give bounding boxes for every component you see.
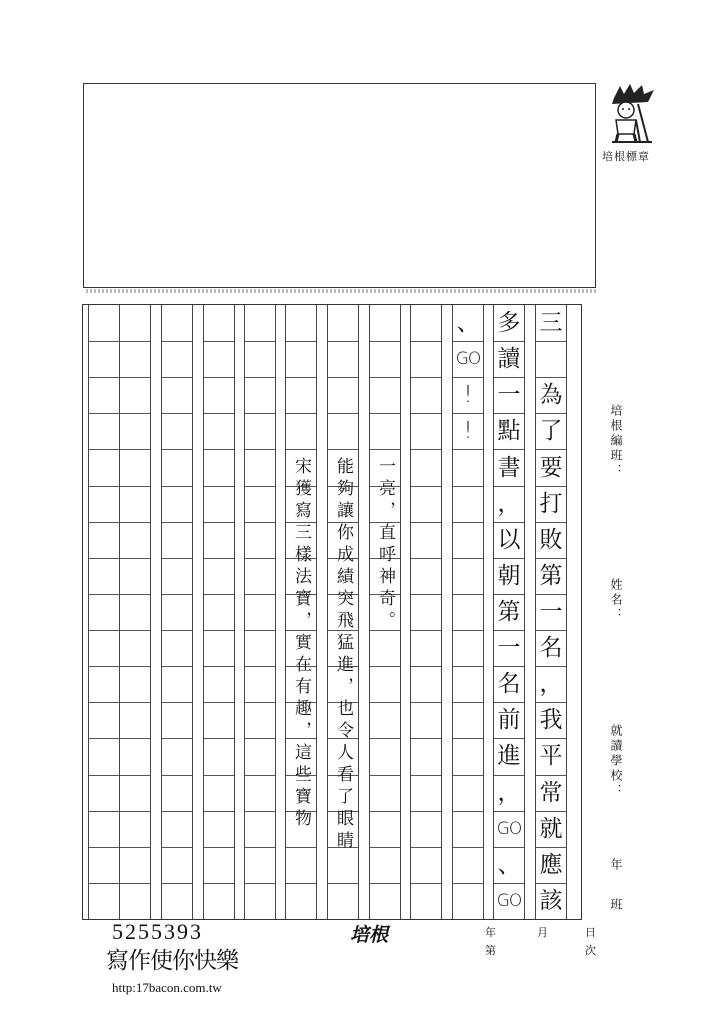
grid-cell xyxy=(120,558,150,594)
grid-cell xyxy=(89,666,119,702)
grid-cell: 名 xyxy=(536,630,566,666)
grid-cell xyxy=(453,702,483,738)
grid-cell xyxy=(204,594,234,630)
grid-cell xyxy=(245,413,275,449)
grid-cell xyxy=(411,738,441,774)
grid-cell xyxy=(204,305,234,341)
grid-cell xyxy=(162,630,192,666)
writing-grid xyxy=(82,304,582,920)
sheet-code: 5255393 xyxy=(112,919,203,944)
grid-cell xyxy=(120,738,150,774)
grid-cell xyxy=(204,341,234,377)
grid-cell xyxy=(162,558,192,594)
grid-cell xyxy=(204,522,234,558)
grid-cell xyxy=(411,522,441,558)
grid-cell xyxy=(204,775,234,811)
grid-cell xyxy=(162,775,192,811)
handwritten-line: 能夠讓你成績突飛猛進，也令人看了眼睛 xyxy=(333,457,353,853)
grid-cell xyxy=(120,341,150,377)
grid-cell xyxy=(245,558,275,594)
grid-cell xyxy=(204,738,234,774)
grid-column xyxy=(203,305,235,919)
grid-cell xyxy=(286,847,316,883)
website-url: http:17bacon.com.tw xyxy=(112,980,222,995)
grid-cell xyxy=(204,449,234,485)
grid-cell xyxy=(245,341,275,377)
grid-cell: 名 xyxy=(494,666,524,702)
grid-cell xyxy=(204,811,234,847)
grid-cell xyxy=(453,594,483,630)
grid-cell xyxy=(245,486,275,522)
grid-cell xyxy=(411,775,441,811)
grid-cell xyxy=(120,413,150,449)
stamp-label: 培根標章 xyxy=(602,150,650,163)
grid-cell: ， xyxy=(494,486,524,522)
grid-cell: 第 xyxy=(536,558,566,594)
ordinal-label: 第 xyxy=(485,944,496,957)
handwritten-line: 一亮，直呼神奇。 xyxy=(375,457,395,633)
grid-cell: 以 xyxy=(494,522,524,558)
grid-cell: 要 xyxy=(536,449,566,485)
grid-cell: 多 xyxy=(497,309,521,336)
grid-cell xyxy=(162,305,192,341)
grid-cell xyxy=(89,847,119,883)
grid-cell xyxy=(204,883,234,919)
times-label: 次 xyxy=(585,944,596,957)
grid-cell: 前 xyxy=(494,702,524,738)
grid-cell xyxy=(536,341,566,377)
grid-cell xyxy=(162,377,192,413)
handwritten-line: 宋獲寫三樣法寶，實在有趣，這些寶物 xyxy=(291,457,311,831)
grid-cell xyxy=(204,413,234,449)
grid-cell xyxy=(411,847,441,883)
grid-cell xyxy=(411,449,441,485)
grid-cell xyxy=(411,702,441,738)
grid-cell xyxy=(120,594,150,630)
grid-cell: 書 xyxy=(494,449,524,485)
grid-cell xyxy=(162,449,192,485)
grid-cell xyxy=(328,341,358,377)
grid-cell: 點 xyxy=(494,413,524,449)
grid-cell xyxy=(453,738,483,774)
grid-cell xyxy=(120,811,150,847)
grid-cell xyxy=(245,305,275,341)
grid-cell xyxy=(162,594,192,630)
grid-cell: GO xyxy=(453,341,483,377)
grid-column xyxy=(119,305,151,919)
grid-cell xyxy=(120,666,150,702)
class-unit-label: 班 xyxy=(609,898,623,913)
grid-cell xyxy=(89,630,119,666)
grid-cell xyxy=(453,666,483,702)
day-label: 日 xyxy=(585,926,596,939)
slogan: 寫作使你快樂 xyxy=(106,948,238,974)
grid-cell xyxy=(89,738,119,774)
grid-cell xyxy=(411,377,441,413)
month-label: 月 xyxy=(537,926,548,939)
bacon-mascot-stamp-icon xyxy=(604,84,658,146)
grid-cell xyxy=(120,847,150,883)
grid-cell xyxy=(286,413,316,449)
grid-cell: GO xyxy=(494,811,524,847)
grid-cell xyxy=(162,847,192,883)
grid-cell xyxy=(370,847,400,883)
grid-cell xyxy=(89,558,119,594)
grid-cell xyxy=(370,666,400,702)
grid-cell: 、 xyxy=(456,309,480,336)
grid-cell xyxy=(370,305,400,341)
grid-cell: 一 xyxy=(536,594,566,630)
grid-cell xyxy=(120,630,150,666)
grid-cell: 三 xyxy=(539,309,563,336)
grid-cell: 就 xyxy=(536,811,566,847)
grid-cell xyxy=(411,305,441,341)
grid-cell xyxy=(411,413,441,449)
grid-cell: 、 xyxy=(494,847,524,883)
grid-cell xyxy=(89,522,119,558)
grid-cell xyxy=(245,666,275,702)
teacher-comment-box xyxy=(83,83,596,288)
grid-cell xyxy=(89,883,119,919)
school-label: 就讀學校： xyxy=(609,724,623,799)
grid-cell xyxy=(411,630,441,666)
grid-cell xyxy=(453,847,483,883)
grid-cell xyxy=(204,558,234,594)
grid-cell xyxy=(370,377,400,413)
grid-cell xyxy=(453,630,483,666)
grid-cell xyxy=(286,883,316,919)
grid-cell xyxy=(245,775,275,811)
grid-cell xyxy=(162,666,192,702)
year-label: 年 xyxy=(485,926,496,939)
grid-column xyxy=(327,305,359,919)
grid-cell: 讀 xyxy=(494,341,524,377)
grid-cell xyxy=(411,486,441,522)
grid-cell xyxy=(370,775,400,811)
grid-cell xyxy=(204,847,234,883)
grid-cell xyxy=(162,486,192,522)
name-label: 姓名： xyxy=(609,578,623,623)
grid-cell xyxy=(286,305,316,341)
grid-cell: ， xyxy=(494,775,524,811)
grid-cell xyxy=(204,486,234,522)
grid-column xyxy=(535,305,567,919)
grid-cell xyxy=(453,811,483,847)
grid-cell xyxy=(89,413,119,449)
grid-cell xyxy=(411,341,441,377)
grid-cell xyxy=(370,811,400,847)
grid-cell xyxy=(162,702,192,738)
grid-cell xyxy=(162,811,192,847)
grid-cell xyxy=(453,883,483,919)
grid-cell xyxy=(370,883,400,919)
grid-cell: ! xyxy=(453,413,483,449)
grid-column xyxy=(493,305,525,919)
grid-cell xyxy=(370,413,400,449)
grid-cell: ! xyxy=(453,377,483,413)
grid-cell: 第 xyxy=(494,594,524,630)
grid-cell: 我 xyxy=(536,702,566,738)
grid-cell xyxy=(370,630,400,666)
grid-cell xyxy=(453,558,483,594)
grid-cell xyxy=(453,486,483,522)
grid-cell xyxy=(245,630,275,666)
grid-cell xyxy=(204,630,234,666)
grid-cell xyxy=(89,305,119,341)
grid-cell: 平 xyxy=(536,738,566,774)
grid-cell xyxy=(411,811,441,847)
grid-cell xyxy=(245,702,275,738)
grid-cell xyxy=(245,522,275,558)
grid-cell xyxy=(162,413,192,449)
grid-cell: 敗 xyxy=(536,522,566,558)
grid-cell: 朝 xyxy=(494,558,524,594)
grid-cell xyxy=(120,449,150,485)
grid-cell xyxy=(286,341,316,377)
grid-cell xyxy=(162,883,192,919)
grid-cell: 一 xyxy=(494,630,524,666)
grid-cell: 一 xyxy=(494,377,524,413)
grid-column xyxy=(452,305,484,919)
grid-cell xyxy=(89,377,119,413)
grid-cell: 打 xyxy=(536,486,566,522)
grid-cell xyxy=(245,883,275,919)
grid-cell xyxy=(245,811,275,847)
grid-cell xyxy=(370,702,400,738)
grid-cell xyxy=(120,883,150,919)
grid-cell xyxy=(245,449,275,485)
grid-column xyxy=(88,305,120,919)
grid-cell xyxy=(411,558,441,594)
grid-cell xyxy=(370,738,400,774)
grid-cell xyxy=(411,594,441,630)
grid-column xyxy=(410,305,442,919)
grid-cell xyxy=(89,594,119,630)
grid-column xyxy=(244,305,276,919)
grid-cell xyxy=(120,305,150,341)
grid-cell: ， xyxy=(536,666,566,702)
grid-cell: 為 xyxy=(536,377,566,413)
grid-cell xyxy=(286,377,316,413)
grid-cell xyxy=(89,449,119,485)
grid-column xyxy=(285,305,317,919)
grid-cell xyxy=(411,666,441,702)
class-label: 培根編班： xyxy=(609,404,623,479)
grid-cell xyxy=(120,377,150,413)
grid-cell xyxy=(204,377,234,413)
grid-cell xyxy=(120,775,150,811)
grid-cell xyxy=(120,702,150,738)
grid-cell xyxy=(328,305,358,341)
grid-cell xyxy=(370,341,400,377)
grid-cell xyxy=(328,377,358,413)
grid-cell xyxy=(245,377,275,413)
grid-column xyxy=(369,305,401,919)
grid-cell: 應 xyxy=(536,847,566,883)
grid-cell: 常 xyxy=(536,775,566,811)
grid-cell xyxy=(89,341,119,377)
grid-cell xyxy=(204,666,234,702)
divider xyxy=(86,289,598,293)
grid-cell xyxy=(453,775,483,811)
grid-cell xyxy=(453,449,483,485)
grid-cell xyxy=(162,738,192,774)
grid-cell: 該 xyxy=(536,883,566,919)
grid-cell xyxy=(245,738,275,774)
grid-cell xyxy=(411,883,441,919)
grid-cell xyxy=(120,522,150,558)
grid-cell xyxy=(162,341,192,377)
grid-cell xyxy=(245,594,275,630)
grid-cell xyxy=(204,702,234,738)
grid-cell: 進 xyxy=(494,738,524,774)
grid-cell xyxy=(162,522,192,558)
grid-cell xyxy=(120,486,150,522)
grid-cell xyxy=(89,811,119,847)
grid-cell xyxy=(89,486,119,522)
grid-cell xyxy=(328,413,358,449)
brand-logo: 培根 xyxy=(350,924,389,946)
grid-cell: GO xyxy=(494,883,524,919)
grid-cell xyxy=(453,522,483,558)
grid-cell xyxy=(328,883,358,919)
grid-cell: 了 xyxy=(536,413,566,449)
grid-column xyxy=(161,305,193,919)
grid-cell xyxy=(245,847,275,883)
grid-cell xyxy=(89,775,119,811)
grade-label: 年 xyxy=(609,858,623,873)
grid-cell xyxy=(89,702,119,738)
